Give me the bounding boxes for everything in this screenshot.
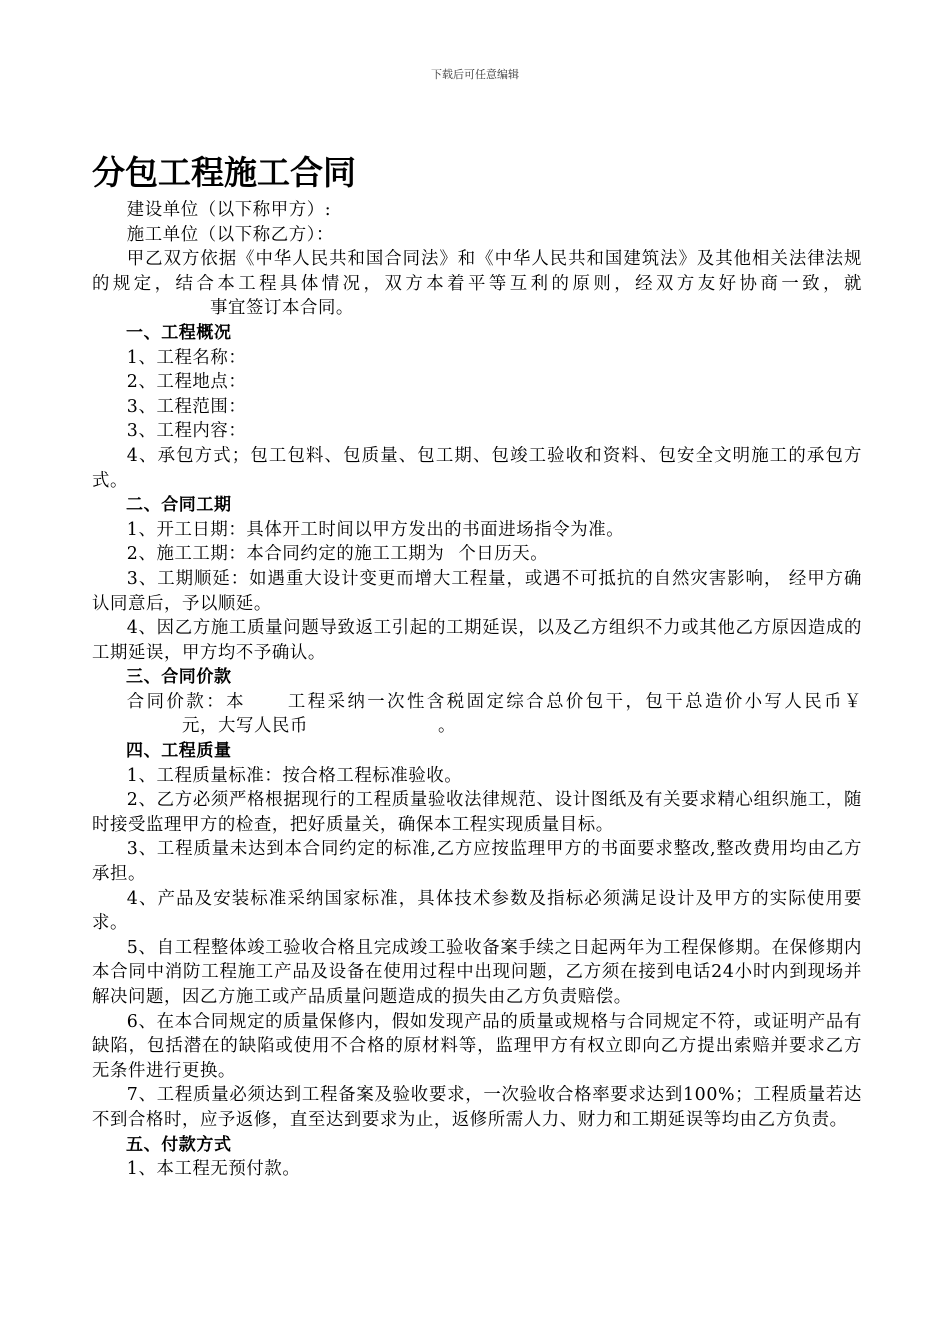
- party-client: 建设单位（以下称甲方）:: [126, 200, 332, 220]
- header-note: 下载后可任意编辑: [431, 68, 519, 81]
- clause: 5、自工程整体竣工验收合格且完成竣工验收备案手续之日起两年为工程保修期。在保修期内本合同中消防工程施工产品及设备在使用过程中出现问题，乙方须在接到电话24小时内到现场并解决问题，因乙方施工或产品质量问题造成的损失由乙方负责赔偿。: [92, 937, 862, 1007]
- clause: 1、工程质量标准：按合格工程标准验收。: [126, 765, 463, 786]
- section-heading-2: 二、合同工期: [126, 495, 232, 516]
- section-heading-4: 四、工程质量: [126, 741, 232, 762]
- preamble-text-end: 事宜签订本合同。: [210, 298, 354, 319]
- section-heading-5: 五、付款方式: [126, 1134, 232, 1155]
- preamble-text: 甲乙双方依据《中华人民共和国合同法》和《中华人民共和国建筑法》及其他相关法律法规的规定，结合本工程具体情况，双方本着平等互利的原则，经双方友好协商一致，就: [92, 249, 862, 294]
- clause: 6、在本合同规定的质量保修内，假如发现产品的质量或规格与合同规定不符，或证明产品有缺陷，包括潜在的缺陷或使用不合格的原材料等，监理甲方有权立即向乙方提出索赔并要求乙方无条件进行更换。: [92, 1011, 862, 1081]
- clause: 7、工程质量必须达到工程备案及验收要求，一次验收合格率要求达到100%；工程质量若达不到合格时，应予返修，直至达到要求为止，返修所需人力、财力和工期延误等均由乙方负责。: [92, 1085, 862, 1130]
- section-heading-3: 三、合同价款: [126, 667, 232, 688]
- clause: 4、因乙方施工质量问题导致返工引起的工期延误，以及乙方组织不力或其他乙方原因造成的工期延误，甲方均不予确认。: [92, 618, 862, 663]
- document-title: 分包工程施工合同: [92, 153, 356, 192]
- clause: 4、承包方式；包工包料、包质量、包工期、包竣工验收和资料、包安全文明施工的承包方式。: [92, 445, 862, 491]
- clause: 4、产品及安装标准采纳国家标准，具体技术参数及指标必须满足设计及甲方的实际使用要求。: [92, 888, 862, 934]
- preamble: [92, 247, 862, 321]
- party-contractor: 施工单位（以下称乙方）：: [126, 224, 334, 245]
- clause: 3、工期顺延：如遇重大设计变更而增大工程量，或遇不可抵抗的自然灾害影响， 经甲方确认同意后，予以顺延。: [92, 568, 862, 614]
- clause-text-end: 个日历天。: [458, 544, 549, 565]
- section-heading-1: 一、工程概况: [126, 322, 232, 343]
- clause-text: 元，大写人民币: [182, 716, 308, 737]
- clause-text: 2、施工工期：本合同约定的施工工期为: [126, 544, 445, 565]
- clause: 3、工程质量未达到本合同约定的标准,乙方应按监理甲方的书面要求整改,整改费用均由乙方承担。: [92, 839, 862, 885]
- clause: 1、工程名称：: [126, 347, 247, 368]
- clause: [92, 690, 862, 739]
- clause: 2、乙方必须严格根据现行的工程质量验收法律规范、设计图纸及有关要求精心组织施工，随时接受监理甲方的检查，把好质量关，确保本工程实现质量目标。: [92, 790, 862, 835]
- clause: 3、工程范围：: [126, 396, 247, 417]
- clause: 1、本工程无预付款。: [126, 1159, 301, 1180]
- clause: 3、工程内容：: [126, 421, 247, 442]
- clause: 1、开工日期：具体开工时间以甲方发出的书面进场指令为准。: [126, 519, 625, 540]
- clause-text: 合同价款：本: [126, 691, 246, 712]
- clause: [92, 542, 862, 567]
- clause-text-end: 。: [437, 716, 456, 737]
- document-body: [92, 198, 862, 1182]
- clause: 2、工程地点：: [126, 372, 247, 393]
- clause-text: 工程采纳一次性含税固定综合总价包干，包干总造价小写人民币￥: [285, 691, 862, 712]
